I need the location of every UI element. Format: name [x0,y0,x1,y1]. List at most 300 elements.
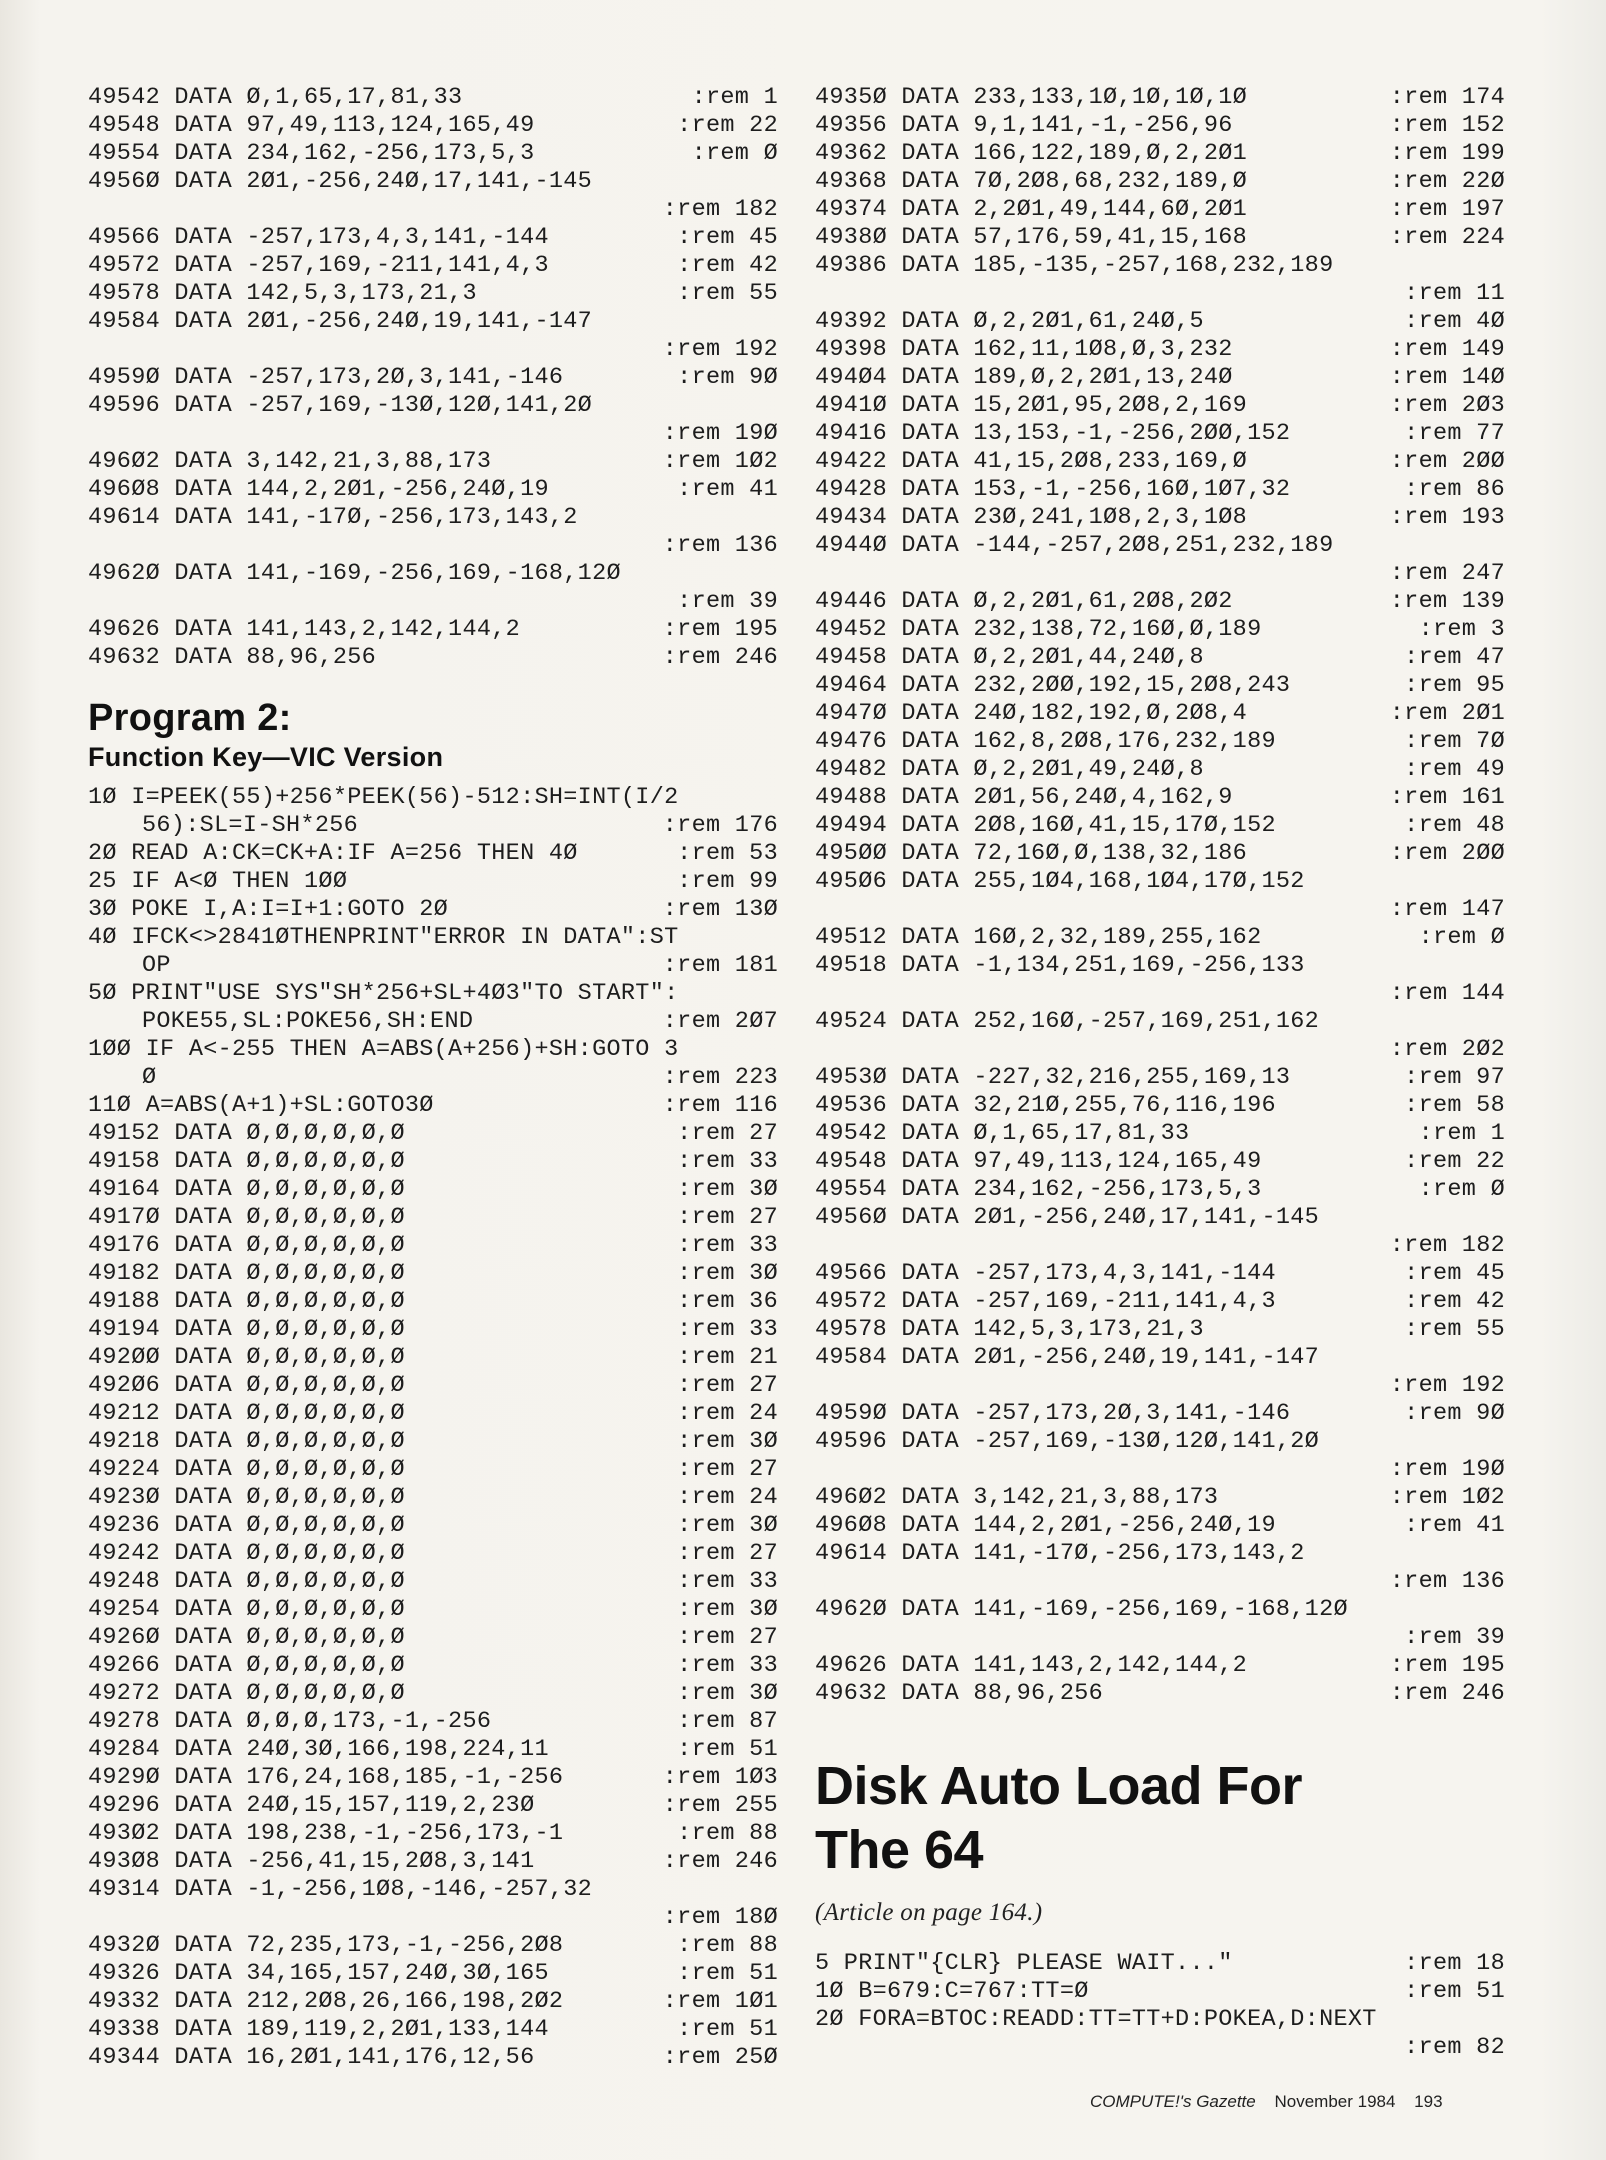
code-line [815,1064,1505,1092]
rem-checksum: :rem 7Ø [1404,728,1505,755]
code-text: 25 IF A<Ø THEN 1ØØ [88,868,348,895]
code-text: POKE55,SL:POKE56,SH:END [142,1008,474,1035]
rem-checksum: :rem 45 [677,224,778,251]
code-text: 49356 DATA 9,1,141,-1,-256,96 [815,112,1233,139]
code-text: 49632 DATA 88,96,256 [88,644,377,671]
code-text: 1Ø B=679:C=767:TT=Ø [815,1978,1089,2005]
code-line [88,112,778,140]
code-line [88,924,778,952]
code-line [815,1232,1505,1260]
code-text: 49596 DATA -257,169,-13Ø,12Ø,141,2Ø [815,1428,1320,1455]
code-line [815,980,1505,1008]
code-text: 4923Ø DATA Ø,Ø,Ø,Ø,Ø,Ø [88,1484,405,1511]
code-line [88,952,778,980]
code-text: 2Ø FORA=BTOC:READD:TT=TT+D:POKEA,D:NEXT [815,2006,1377,2033]
rem-checksum: :rem 13Ø [662,896,778,923]
code-text: 49182 DATA Ø,Ø,Ø,Ø,Ø,Ø [88,1260,405,1287]
rem-checksum: :rem 3Ø [677,1512,778,1539]
code-text: 4935Ø DATA 233,133,1Ø,1Ø,1Ø,1Ø [815,84,1248,111]
code-text: 49212 DATA Ø,Ø,Ø,Ø,Ø,Ø [88,1400,405,1427]
rem-checksum: :rem 3 [1418,616,1505,643]
code-text: 49176 DATA Ø,Ø,Ø,Ø,Ø,Ø [88,1232,405,1259]
rem-checksum: :rem 1Ø1 [662,1988,778,2015]
code-text: 49266 DATA Ø,Ø,Ø,Ø,Ø,Ø [88,1652,405,1679]
code-line [815,140,1505,168]
code-text: 496Ø2 DATA 3,142,21,3,88,173 [88,448,492,475]
code-text: 49422 DATA 41,15,2Ø8,233,169,Ø [815,448,1248,475]
code-line [88,868,778,896]
rem-checksum: :rem 49 [1404,756,1505,783]
code-line [815,756,1505,784]
code-line [88,1904,778,1932]
rem-checksum: :rem 14Ø [1389,364,1505,391]
code-line [88,1764,778,1792]
code-text: 4959Ø DATA -257,173,2Ø,3,141,-146 [88,364,564,391]
code-line [815,644,1505,672]
code-text: 49368 DATA 7Ø,2Ø8,68,232,189,Ø [815,168,1248,195]
code-text: 496Ø8 DATA 144,2,2Ø1,-256,24Ø,19 [88,476,549,503]
code-line [88,1204,778,1232]
article-listing [815,1950,1505,2062]
code-text: 49458 DATA Ø,2,2Ø1,44,24Ø,8 [815,644,1204,671]
rem-checksum: :rem 22 [1404,1148,1505,1175]
code-text: 4956Ø DATA 2Ø1,-256,24Ø,17,141,-145 [88,168,593,195]
rem-checksum: :rem 149 [1389,336,1505,363]
rem-checksum: :rem 88 [677,1932,778,1959]
code-text: 4Ø IFCK<>2841ØTHENPRINT"ERROR IN DATA":ST [88,924,679,951]
article-title [815,1754,1505,1882]
code-text: OP [142,952,171,979]
code-text: 49344 DATA 16,2Ø1,141,176,12,56 [88,2044,535,2071]
rem-checksum: :rem 195 [1389,1652,1505,1679]
code-line [88,1456,778,1484]
code-line [815,1120,1505,1148]
code-line [815,196,1505,224]
code-line [88,448,778,476]
code-line [815,112,1505,140]
code-text: 49572 DATA -257,169,-211,141,4,3 [88,252,549,279]
page-footer [1090,2092,1457,2112]
rem-checksum: :rem 246 [1389,1680,1505,1707]
code-text: 49194 DATA Ø,Ø,Ø,Ø,Ø,Ø [88,1316,405,1343]
rem-checksum: :rem 4Ø [1404,308,1505,335]
code-text: 493Ø2 DATA 198,238,-1,-256,173,-1 [88,1820,564,1847]
code-text: 49218 DATA Ø,Ø,Ø,Ø,Ø,Ø [88,1428,405,1455]
right-column [815,84,1505,2062]
code-line [815,1950,1505,1978]
code-line [88,840,778,868]
rem-checksum: :rem 55 [677,280,778,307]
rem-checksum: :rem 27 [677,1540,778,1567]
code-line [88,252,778,280]
code-text: 2Ø READ A:CK=CK+A:IF A=256 THEN 4Ø [88,840,578,867]
code-line [815,420,1505,448]
code-text: 56):SL=I-SH*256 [142,812,359,839]
code-line [815,1596,1505,1624]
code-line [88,1092,778,1120]
code-text: 49584 DATA 2Ø1,-256,24Ø,19,141,-147 [88,308,593,335]
code-text: 4962Ø DATA 141,-169,-256,169,-168,12Ø [815,1596,1348,1623]
code-text: 4941Ø DATA 15,2Ø1,95,2Ø8,2,169 [815,392,1248,419]
article-title-line-2: The 64 [815,1820,984,1880]
code-line [815,560,1505,588]
rem-checksum: :rem 116 [662,1092,778,1119]
rem-checksum: :rem 195 [662,616,778,643]
code-text: 49416 DATA 13,153,-1,-256,2ØØ,152 [815,420,1291,447]
code-line [88,1988,778,2016]
code-line [88,1428,778,1456]
code-text: 49566 DATA -257,173,4,3,141,-144 [815,1260,1276,1287]
rem-checksum: :rem 1Ø3 [662,1764,778,1791]
code-line [815,224,1505,252]
rem-checksum: :rem 161 [1389,784,1505,811]
code-line [88,1736,778,1764]
rem-checksum: :rem 95 [1404,672,1505,699]
code-line [88,1680,778,1708]
code-text: 492ØØ DATA Ø,Ø,Ø,Ø,Ø,Ø [88,1344,405,1371]
code-text: 49386 DATA 185,-135,-257,168,232,189 [815,252,1334,279]
code-text: 49512 DATA 16Ø,2,32,189,255,162 [815,924,1262,951]
code-text: 49434 DATA 23Ø,241,1Ø8,2,3,1Ø8 [815,504,1248,531]
article-page-reference: (Article on page 164.) [815,1899,1043,1926]
code-line [88,196,778,224]
code-text: 49566 DATA -257,173,4,3,141,-144 [88,224,549,251]
code-text: 49584 DATA 2Ø1,-256,24Ø,19,141,-147 [815,1344,1320,1371]
rem-checksum: :rem 246 [662,644,778,671]
rem-checksum: :rem 3Ø [677,1260,778,1287]
code-line [88,1708,778,1736]
code-text: 4947Ø DATA 24Ø,182,192,Ø,2Ø8,4 [815,700,1248,727]
rem-checksum: :rem 51 [677,1960,778,1987]
code-line [88,2016,778,2044]
code-text: 49536 DATA 32,21Ø,255,76,116,196 [815,1092,1276,1119]
code-text: 49362 DATA 166,122,189,Ø,2,2Ø1 [815,140,1248,167]
code-text: 49614 DATA 141,-17Ø,-256,173,143,2 [815,1540,1305,1567]
rem-checksum: :rem 152 [1389,112,1505,139]
code-line [88,1232,778,1260]
rem-checksum: :rem 2ØØ [1389,448,1505,475]
code-line [815,1512,1505,1540]
rem-checksum: :rem 246 [662,1848,778,1875]
code-line [815,168,1505,196]
rem-checksum: :rem 21 [677,1344,778,1371]
magazine-name: COMPUTE!'s Gazette [1090,2092,1256,2111]
rem-checksum: :rem Ø [1418,1176,1505,1203]
code-text: 494Ø4 DATA 189,Ø,2,2Ø1,13,24Ø [815,364,1233,391]
rem-checksum: :rem 24 [677,1400,778,1427]
code-text: 49248 DATA Ø,Ø,Ø,Ø,Ø,Ø [88,1568,405,1595]
code-line [88,1316,778,1344]
code-line [815,1456,1505,1484]
rem-checksum: :rem 192 [662,336,778,363]
code-line [88,1036,778,1064]
code-line [88,1484,778,1512]
rem-checksum: :rem 27 [677,1456,778,1483]
rem-checksum: :rem 224 [1389,224,1505,251]
code-text: 49548 DATA 97,49,113,124,165,49 [815,1148,1262,1175]
code-line [88,84,778,112]
rem-checksum: :rem 51 [1404,1978,1505,2005]
code-line [88,980,778,1008]
rem-checksum: :rem 22 [677,112,778,139]
rem-checksum: :rem Ø [1418,924,1505,951]
rem-checksum: :rem 42 [677,252,778,279]
rem-checksum: :rem 199 [1389,140,1505,167]
code-line [815,1008,1505,1036]
code-line [815,1316,1505,1344]
rem-checksum: :rem 2Ø3 [1389,392,1505,419]
rem-checksum: :rem 2Ø7 [662,1008,778,1035]
code-line [815,1288,1505,1316]
code-line [815,308,1505,336]
rem-checksum: :rem 1 [1418,1120,1505,1147]
code-text: 4932Ø DATA 72,235,173,-1,-256,2Ø8 [88,1932,564,1959]
code-text: 4926Ø DATA Ø,Ø,Ø,Ø,Ø,Ø [88,1624,405,1651]
code-line [88,280,778,308]
code-line [88,1596,778,1624]
rem-checksum: :rem 136 [1389,1568,1505,1595]
code-text: 49524 DATA 252,16Ø,-257,169,251,162 [815,1008,1320,1035]
code-line [815,84,1505,112]
rem-checksum: :rem 3Ø [677,1176,778,1203]
code-text: 49446 DATA Ø,2,2Ø1,61,2Ø8,2Ø2 [815,588,1233,615]
code-line [88,616,778,644]
rem-checksum: :rem 45 [1404,1260,1505,1287]
rem-checksum: :rem 25Ø [662,2044,778,2071]
code-line [815,1260,1505,1288]
rem-checksum: :rem 27 [677,1624,778,1651]
code-line [815,1036,1505,1064]
code-line [815,1540,1505,1568]
code-text: 4917Ø DATA Ø,Ø,Ø,Ø,Ø,Ø [88,1204,405,1231]
code-line [815,392,1505,420]
program-1-listing-tail [88,84,778,672]
rem-checksum: :rem 1Ø2 [662,448,778,475]
code-line [815,1204,1505,1232]
rem-checksum: :rem 24 [677,1484,778,1511]
rem-checksum: :rem 147 [1389,896,1505,923]
code-text: 4962Ø DATA 141,-169,-256,169,-168,12Ø [88,560,621,587]
code-line [815,1148,1505,1176]
rem-checksum: :rem 42 [1404,1288,1505,1315]
code-text: 49518 DATA -1,134,251,169,-256,133 [815,952,1305,979]
rem-checksum: :rem 2Ø2 [1389,1036,1505,1063]
program-2-title: Program 2: [88,697,292,739]
rem-checksum: :rem 97 [1404,1064,1505,1091]
article-title-line-1: Disk Auto Load For [815,1756,1302,1816]
code-text: 49578 DATA 142,5,3,173,21,3 [88,280,477,307]
rem-checksum: :rem 48 [1404,812,1505,839]
rem-checksum: :rem 182 [1389,1232,1505,1259]
code-text: 5 PRINT"{CLR} PLEASE WAIT..." [815,1950,1233,1977]
code-line [88,364,778,392]
rem-checksum: :rem 1 [691,84,778,111]
code-text: 496Ø8 DATA 144,2,2Ø1,-256,24Ø,19 [815,1512,1276,1539]
code-text: 49554 DATA 234,162,-256,173,5,3 [815,1176,1262,1203]
code-line [88,560,778,588]
program-2-listing-part-1 [88,784,778,2072]
code-line [88,1120,778,1148]
rem-checksum: :rem 41 [1404,1512,1505,1539]
code-text: 49476 DATA 162,8,2Ø8,176,232,189 [815,728,1276,755]
code-text: 1ØØ IF A<-255 THEN A=ABS(A+256)+SH:GOTO 3 [88,1036,679,1063]
rem-checksum: :rem 33 [677,1148,778,1175]
code-line [88,1512,778,1540]
rem-checksum: :rem 223 [662,1064,778,1091]
code-line [815,1428,1505,1456]
code-text: 49542 DATA Ø,1,65,17,81,33 [815,1120,1190,1147]
code-text: 495ØØ DATA 72,16Ø,Ø,138,32,186 [815,840,1248,867]
code-line [815,1372,1505,1400]
rem-checksum: :rem 144 [1389,980,1505,1007]
rem-checksum: :rem 55 [1404,1316,1505,1343]
rem-checksum: :rem 136 [662,532,778,559]
code-line [815,476,1505,504]
code-line [88,140,778,168]
issue-date: November 1984 [1274,2092,1396,2111]
rem-checksum: :rem 33 [677,1652,778,1679]
code-text: 49326 DATA 34,165,157,24Ø,3Ø,165 [88,1960,549,1987]
code-line [88,1344,778,1372]
rem-checksum: :rem 41 [677,476,778,503]
code-line [815,1344,1505,1372]
code-line [88,308,778,336]
rem-checksum: :rem 193 [1389,504,1505,531]
rem-checksum: :rem 2Ø1 [1389,700,1505,727]
rem-checksum: :rem 182 [662,196,778,223]
rem-checksum: :rem 197 [1389,196,1505,223]
code-line [815,2034,1505,2062]
code-line [815,1624,1505,1652]
page-number: 193 [1414,2092,1443,2111]
rem-checksum: :rem 33 [677,1316,778,1343]
rem-checksum: :rem 247 [1389,560,1505,587]
code-line [88,1008,778,1036]
code-line [815,952,1505,980]
code-line [88,1372,778,1400]
code-line [88,224,778,252]
code-line [815,728,1505,756]
code-line [88,1960,778,1988]
code-text: 1Ø I=PEEK(55)+256*PEEK(56)-512:SH=INT(I/2 [88,784,679,811]
code-text: 49488 DATA 2Ø1,56,24Ø,4,162,9 [815,784,1233,811]
code-text: 49452 DATA 232,138,72,16Ø,Ø,189 [815,616,1262,643]
rem-checksum: :rem 87 [677,1708,778,1735]
code-line [815,784,1505,812]
code-text: 4959Ø DATA -257,173,2Ø,3,141,-146 [815,1400,1291,1427]
code-text: 49578 DATA 142,5,3,173,21,3 [815,1316,1204,1343]
code-line [88,1568,778,1596]
rem-checksum: :rem 51 [677,1736,778,1763]
code-line [88,1260,778,1288]
code-line [88,1652,778,1680]
code-text: 49554 DATA 234,162,-256,173,5,3 [88,140,535,167]
rem-checksum: :rem 19Ø [662,420,778,447]
code-line [815,588,1505,616]
code-line [815,924,1505,952]
code-text: 49284 DATA 24Ø,3Ø,166,198,224,11 [88,1736,549,1763]
code-line [88,1148,778,1176]
code-line [88,644,778,672]
rem-checksum: :rem 192 [1389,1372,1505,1399]
code-text: 49158 DATA Ø,Ø,Ø,Ø,Ø,Ø [88,1148,405,1175]
code-line [815,336,1505,364]
code-text: 49164 DATA Ø,Ø,Ø,Ø,Ø,Ø [88,1176,405,1203]
code-text: 49272 DATA Ø,Ø,Ø,Ø,Ø,Ø [88,1680,405,1707]
code-text: 11Ø A=ABS(A+1)+SL:GOTO3Ø [88,1092,434,1119]
code-text: 496Ø2 DATA 3,142,21,3,88,173 [815,1484,1219,1511]
rem-checksum: :rem 39 [677,588,778,615]
rem-checksum: :rem 255 [662,1792,778,1819]
code-text: 49614 DATA 141,-17Ø,-256,173,143,2 [88,504,578,531]
code-line [88,588,778,616]
code-line [88,1540,778,1568]
code-line [88,784,778,812]
rem-checksum: :rem 19Ø [1389,1456,1505,1483]
code-line [815,1176,1505,1204]
code-line [88,420,778,448]
code-line [815,504,1505,532]
code-line [815,1568,1505,1596]
code-line [815,1092,1505,1120]
code-text: 49278 DATA Ø,Ø,Ø,173,-1,-256 [88,1708,492,1735]
code-text: 3Ø POKE I,A:I=I+1:GOTO 2Ø [88,896,449,923]
code-text: 49482 DATA Ø,2,2Ø1,49,24Ø,8 [815,756,1204,783]
code-text: 49152 DATA Ø,Ø,Ø,Ø,Ø,Ø [88,1120,405,1147]
code-line [815,616,1505,644]
code-line [88,1820,778,1848]
code-text: 49296 DATA 24Ø,15,157,119,2,23Ø [88,1792,535,1819]
code-line [88,1400,778,1428]
code-text: 4956Ø DATA 2Ø1,-256,24Ø,17,141,-145 [815,1204,1320,1231]
code-line [815,280,1505,308]
code-line [88,504,778,532]
rem-checksum: :rem 82 [1404,2034,1505,2061]
code-text: 49338 DATA 189,119,2,2Ø1,133,144 [88,2016,549,2043]
code-text: 49332 DATA 212,2Ø8,26,166,198,2Ø2 [88,1988,564,2015]
rem-checksum: :rem 2ØØ [1389,840,1505,867]
code-line [815,840,1505,868]
code-text: 49464 DATA 232,2ØØ,192,15,2Ø8,243 [815,672,1291,699]
code-line [815,672,1505,700]
code-line [815,252,1505,280]
code-text: 493Ø8 DATA -256,41,15,2Ø8,3,141 [88,1848,535,1875]
code-line [88,1848,778,1876]
code-line [815,1978,1505,2006]
rem-checksum: :rem 77 [1404,420,1505,447]
rem-checksum: :rem 47 [1404,644,1505,671]
code-line [815,868,1505,896]
rem-checksum: :rem 18Ø [662,1904,778,1931]
code-line [88,1064,778,1092]
code-line [88,1876,778,1904]
code-text: 4929Ø DATA 176,24,168,185,-1,-256 [88,1764,564,1791]
code-text: 49314 DATA -1,-256,1Ø8,-146,-257,32 [88,1876,593,1903]
code-text: 4953Ø DATA -227,32,216,255,169,13 [815,1064,1291,1091]
code-line [815,700,1505,728]
code-text: 4938Ø DATA 57,176,59,41,15,168 [815,224,1248,251]
code-line [88,896,778,924]
rem-checksum: :rem 139 [1389,588,1505,615]
program-2-listing-part-2 [815,84,1505,1708]
code-text: 49242 DATA Ø,Ø,Ø,Ø,Ø,Ø [88,1540,405,1567]
rem-checksum: :rem 27 [677,1204,778,1231]
code-line [815,896,1505,924]
rem-checksum: :rem 39 [1404,1624,1505,1651]
code-text: 49572 DATA -257,169,-211,141,4,3 [815,1288,1276,1315]
code-text: 495Ø6 DATA 255,1Ø4,168,1Ø4,17Ø,152 [815,868,1305,895]
rem-checksum: :rem 3Ø [677,1596,778,1623]
